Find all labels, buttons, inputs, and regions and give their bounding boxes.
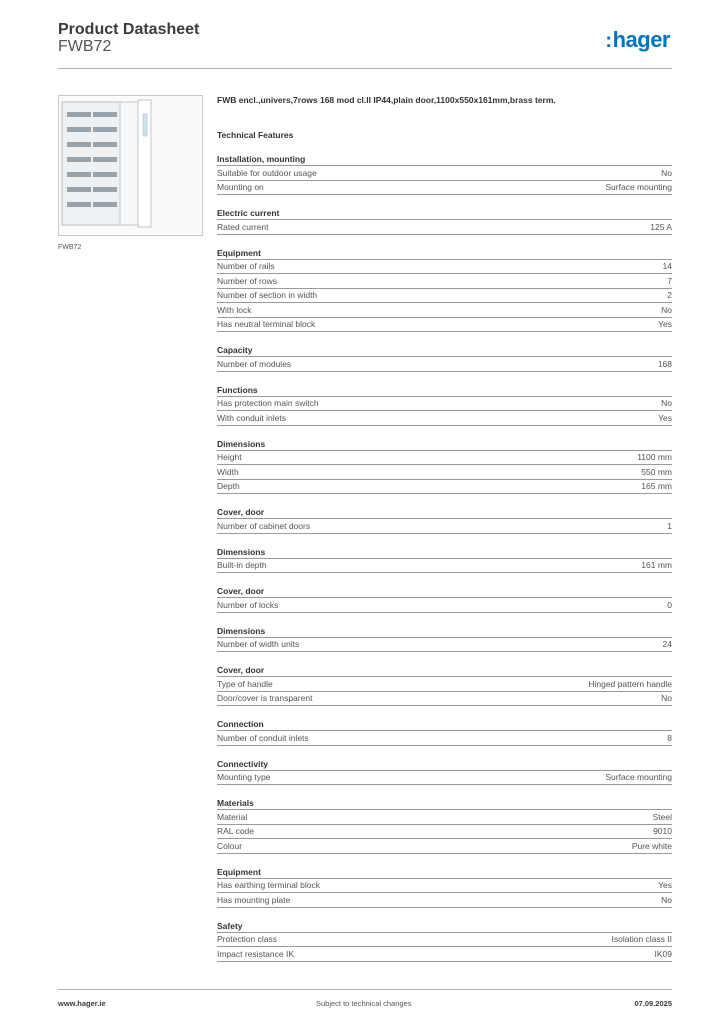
feature-label: Door/cover is transparent (217, 693, 313, 704)
feature-group (217, 247, 672, 333)
feature-group-title: Connection (217, 719, 264, 729)
module-row (67, 202, 91, 207)
feature-label: With lock (217, 304, 252, 315)
feature-row (217, 273, 672, 288)
feature-row (217, 450, 672, 465)
footer-notice: Subject to technical changes (316, 999, 412, 1008)
feature-row (217, 464, 672, 479)
feature-group (217, 797, 672, 854)
feature-label: Mounting type (217, 772, 271, 783)
feature-row (217, 518, 672, 534)
feature-group (217, 866, 672, 908)
feature-value: No (661, 167, 672, 178)
feature-value: Surface mounting (605, 772, 672, 783)
module-row (67, 127, 91, 132)
feature-label: Number of conduit inlets (217, 732, 309, 743)
feature-value: 125 A (650, 221, 672, 232)
feature-group-title: Connectivity (217, 758, 269, 769)
module-row (93, 112, 117, 117)
feature-value: Yes (658, 412, 672, 423)
feature-label: Number of modules (217, 358, 292, 369)
feature-value: 9010 (653, 826, 672, 837)
feature-row (217, 180, 672, 196)
feature-group-title: Cover, door (217, 507, 265, 517)
module-row (93, 127, 117, 132)
feature-label: Width (217, 466, 239, 477)
feature-value: 1100 mm (637, 452, 672, 463)
feature-row (217, 637, 672, 653)
feature-row (217, 824, 672, 839)
feature-label: Depth (217, 481, 240, 492)
feature-value: 7 (667, 275, 672, 286)
footer-date: 07.09.2025 (634, 999, 672, 1008)
feature-label: Has protection main switch (217, 398, 319, 409)
feature-group (217, 384, 672, 426)
feature-row (217, 219, 672, 235)
feature-label: Colour (217, 840, 243, 851)
feature-row (217, 676, 672, 691)
feature-group (217, 344, 672, 372)
feature-group-title: Installation, mounting (217, 154, 306, 164)
module-row (93, 172, 117, 177)
feature-label: Has mounting plate (217, 894, 291, 905)
feature-label: Height (217, 452, 242, 463)
feature-row (217, 946, 672, 962)
feature-value: Surface mounting (605, 182, 672, 193)
feature-label: Number of width units (217, 639, 300, 650)
feature-value: Yes (658, 319, 672, 330)
feature-row (217, 165, 672, 180)
feature-label: Number of rails (217, 261, 275, 272)
feature-value: Hinged pattern handle (588, 678, 672, 689)
feature-value: 165 mm (641, 481, 672, 492)
feature-value: No (661, 693, 672, 704)
logo-text: hager (612, 27, 670, 52)
feature-value: 24 (662, 639, 672, 650)
feature-group-title: Cover, door (217, 665, 265, 675)
page-title: Product Datasheet (58, 21, 200, 38)
feature-value: 2 (667, 290, 672, 301)
feature-label: Number of rows (217, 275, 277, 286)
feature-group-title: Cover, door (217, 586, 265, 596)
product-image (58, 95, 203, 236)
feature-group (217, 438, 672, 495)
feature-label: Has neutral terminal block (217, 319, 316, 330)
feature-label: Number of locks (217, 599, 279, 610)
feature-row (217, 932, 672, 947)
feature-value: No (661, 304, 672, 315)
module-row (67, 172, 91, 177)
feature-group-title: Electric current (217, 208, 280, 218)
module-row (93, 187, 117, 192)
technical-features-heading: Technical Features (217, 130, 294, 140)
feature-value: Yes (658, 880, 672, 891)
feature-row (217, 356, 672, 372)
feature-label: Impact resistance IK (217, 948, 295, 959)
feature-row (217, 691, 672, 707)
technical-features (217, 150, 672, 974)
module-row (93, 157, 117, 162)
feature-label: Number of section in width (217, 290, 318, 301)
feature-row (217, 288, 672, 303)
feature-label: RAL code (217, 826, 255, 837)
feature-label: With conduit inlets (217, 412, 286, 423)
feature-row (217, 892, 672, 908)
feature-value: Pure white (631, 840, 672, 851)
feature-row (217, 558, 672, 574)
feature-label: Rated current (217, 221, 269, 232)
module-row (67, 157, 91, 162)
hager-logo[interactable]: :hager (605, 27, 670, 52)
feature-label: Has earthing terminal block (217, 880, 320, 891)
feature-label: Type of handle (217, 678, 273, 689)
feature-label: Material (217, 811, 248, 822)
feature-group (217, 718, 672, 746)
feature-value: Steel (652, 811, 672, 822)
feature-row (217, 809, 672, 824)
module-row (67, 142, 91, 147)
feature-group (217, 585, 672, 613)
feature-label: Mounting on (217, 182, 264, 193)
feature-row (217, 317, 672, 333)
footer-website-link[interactable]: www.hager.ie (58, 999, 106, 1008)
feature-value: IK09 (654, 948, 672, 959)
feature-row (217, 410, 672, 426)
feature-group-title: Safety (217, 920, 243, 931)
feature-group (217, 758, 672, 786)
feature-row (217, 770, 672, 786)
footer-divider (58, 989, 672, 990)
module-row (93, 202, 117, 207)
feature-group-title: Functions (217, 384, 258, 395)
feature-row (217, 396, 672, 411)
feature-row (217, 730, 672, 746)
feature-group-title: Equipment (217, 247, 261, 258)
page-footer (58, 999, 672, 1011)
header-divider (58, 68, 672, 69)
feature-group (217, 546, 672, 574)
feature-group (217, 153, 672, 195)
feature-value: 0 (667, 599, 672, 610)
feature-row (217, 597, 672, 613)
feature-group (217, 207, 672, 235)
feature-group-title: Dimensions (217, 625, 266, 636)
page-header (58, 21, 672, 69)
product-code: FWB72 (58, 38, 112, 55)
feature-row (217, 259, 672, 274)
feature-group (217, 506, 672, 534)
module-row (93, 142, 117, 147)
feature-group (217, 664, 672, 706)
enclosure-illustration (59, 96, 202, 235)
feature-group-title: Dimensions (217, 546, 266, 557)
feature-label: Number of cabinet doors (217, 520, 311, 531)
feature-value: 1 (667, 520, 672, 531)
feature-value: No (661, 894, 672, 905)
feature-group-title: Capacity (217, 345, 253, 355)
feature-label: Built-in depth (217, 560, 267, 571)
feature-row (217, 302, 672, 317)
feature-label: Protection class (217, 934, 277, 945)
feature-group-title: Equipment (217, 866, 261, 877)
feature-group-title: Dimensions (217, 438, 266, 449)
module-row (67, 187, 91, 192)
feature-group-title: Materials (217, 798, 254, 808)
feature-row (217, 479, 672, 495)
feature-row (217, 878, 672, 893)
feature-group (217, 920, 672, 962)
feature-value: 550 mm (641, 466, 672, 477)
feature-value: 8 (667, 732, 672, 743)
image-caption: FWB72 (58, 244, 82, 251)
feature-value: 161 mm (641, 560, 672, 571)
feature-label: Suitable for outdoor usage (217, 167, 317, 178)
feature-value: Isolation class II (611, 934, 672, 945)
feature-value: 168 (657, 358, 672, 369)
feature-value: No (661, 398, 672, 409)
feature-row (217, 838, 672, 854)
product-description: FWB encl.,univers,7rows 168 mod cl.II IP44,plain door,1100x550x161mm,brass term. (217, 95, 556, 105)
feature-group (217, 625, 672, 653)
module-row (67, 112, 91, 117)
feature-value: 14 (662, 261, 672, 272)
